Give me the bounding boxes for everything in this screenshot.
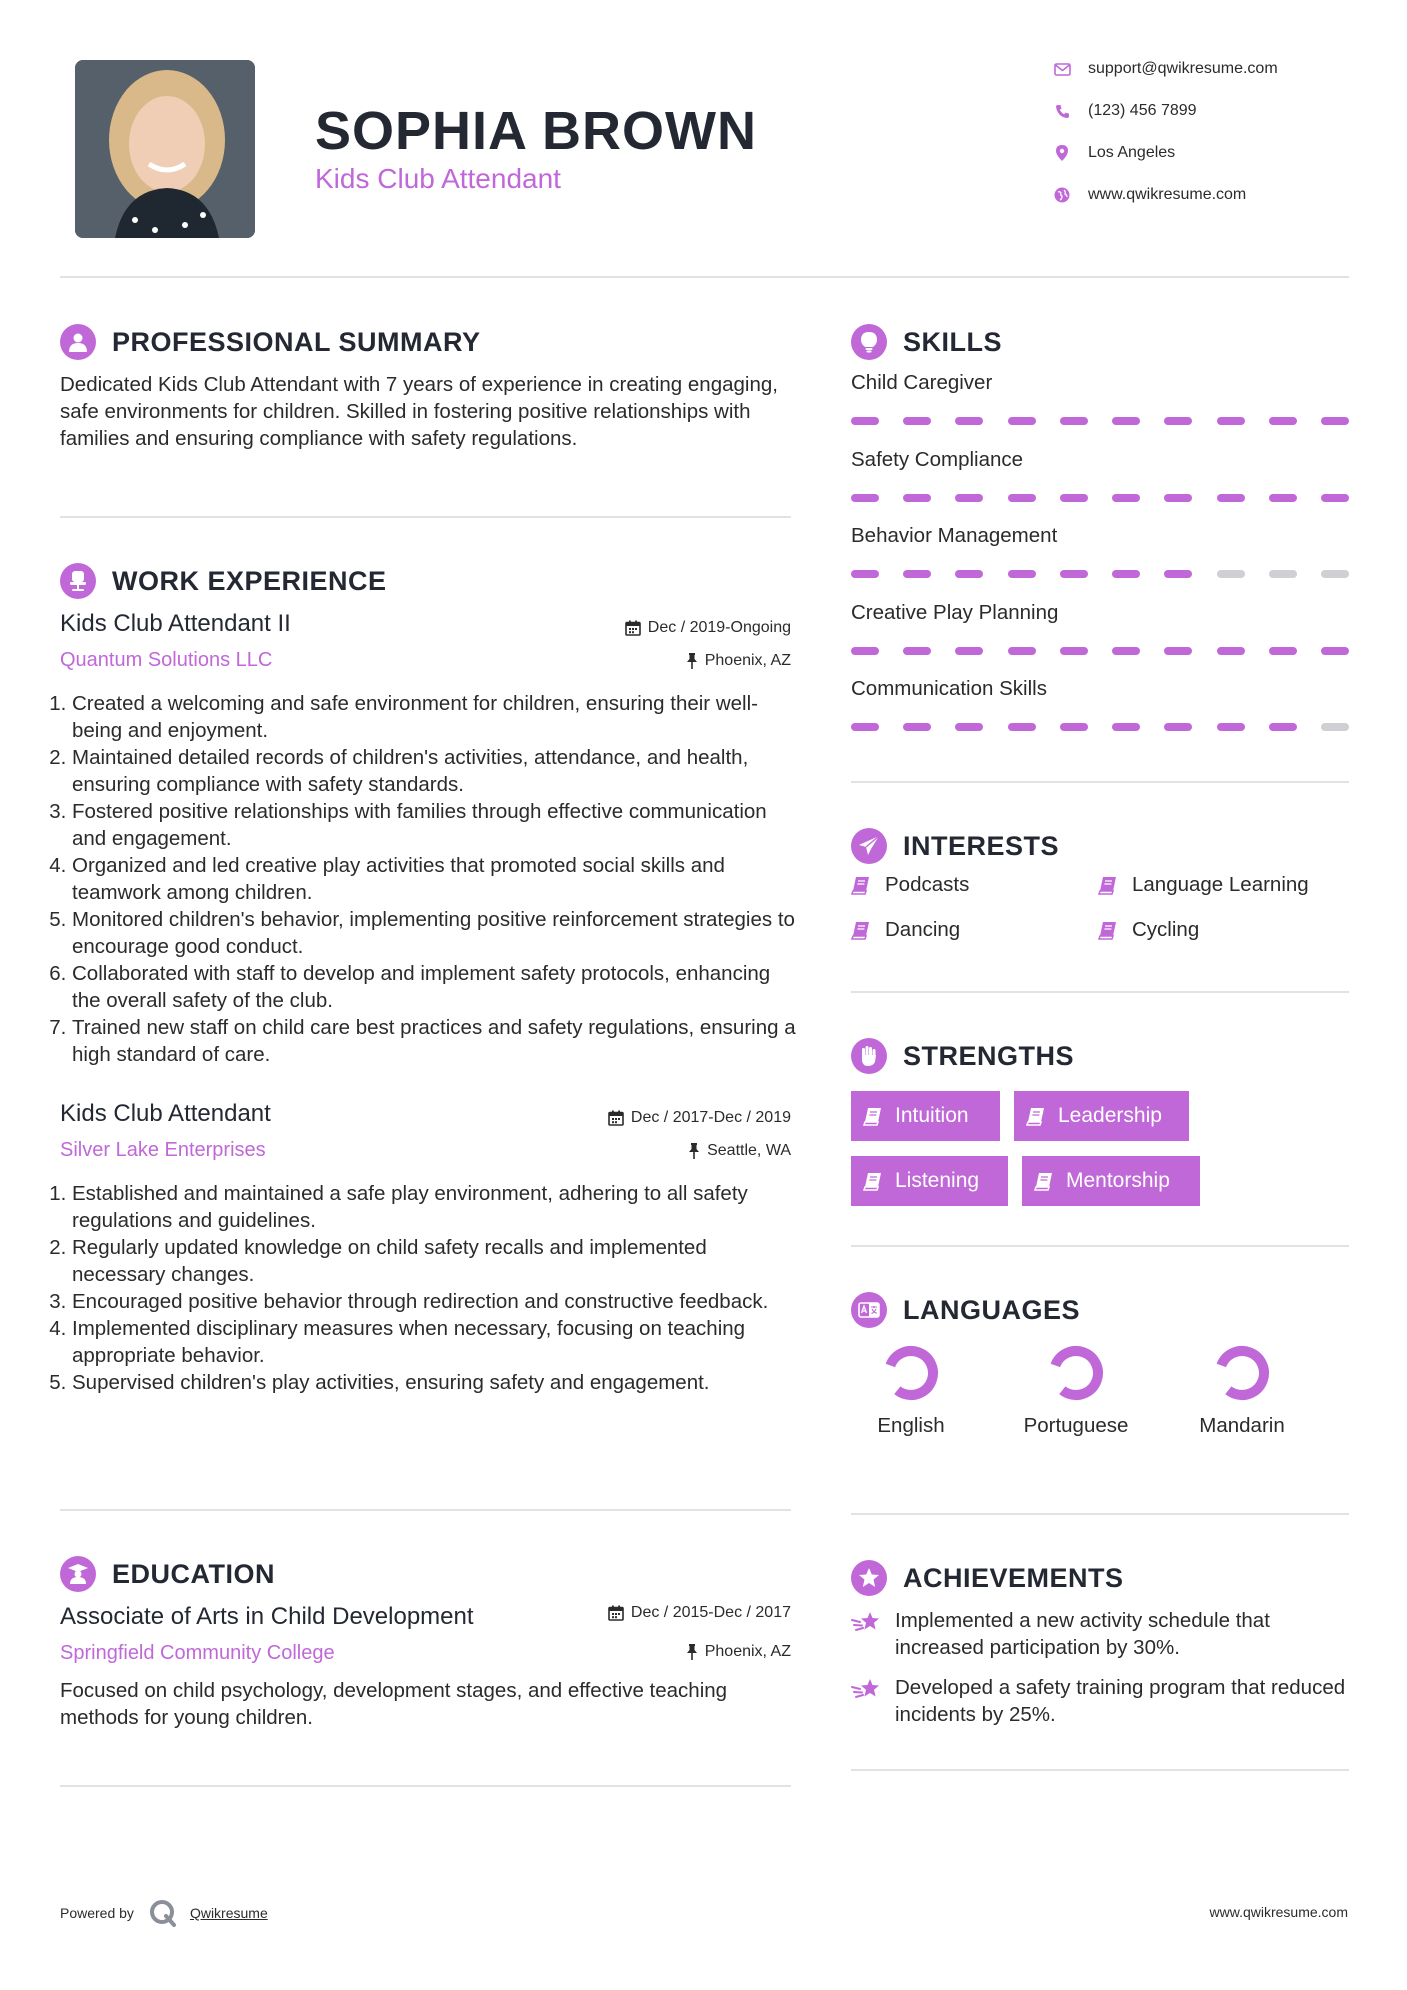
section-title: WORK EXPERIENCE: [112, 565, 387, 596]
summary-text: Dedicated Kids Club Attendant with 7 years of experience in creating engaging, safe environments for children. Skilled in fostering positive relationships with families and ensuring compliance with safety regulations.: [60, 373, 778, 450]
skill-name: Communication Skills: [851, 677, 1047, 700]
achievement-text: Implemented a new activity schedule that increased participation by 30%.: [895, 1609, 1270, 1659]
skill-dot: [1269, 570, 1297, 578]
list-item: 3. Fostered positive relationships with families through effective communication and engagement.: [72, 798, 799, 852]
calendar-icon: [625, 620, 641, 636]
divider: [851, 1513, 1349, 1515]
strength-chip: [851, 1091, 1000, 1141]
chair-icon: [60, 563, 96, 599]
language-item: [1001, 1344, 1151, 1439]
language-name: English: [877, 1414, 945, 1437]
skill-dot: [1008, 570, 1036, 578]
skill-dot: [1112, 647, 1140, 655]
calendar-icon: [608, 1110, 624, 1126]
skill-dot: [1008, 417, 1036, 425]
strength-label: Intuition: [895, 1104, 969, 1127]
strength-label: Listening: [895, 1169, 980, 1192]
interest-label: Language Learning: [1132, 873, 1309, 896]
skill-dot: [1269, 494, 1297, 502]
list-item: 2. Regularly updated knowledge on child safety recalls and implemented necessary changes.: [72, 1234, 799, 1288]
contact-location: [1050, 141, 1350, 165]
job-date: [480, 619, 791, 637]
pushpin-icon: [686, 1644, 698, 1660]
section-header-education: [60, 1556, 275, 1592]
strength-chip: [1022, 1156, 1200, 1206]
skill-dot: [1164, 570, 1192, 578]
section-title: EDUCATION: [112, 1558, 275, 1589]
skill-dot: [903, 647, 931, 655]
calendar-icon: [608, 1605, 624, 1621]
brand-link[interactable]: Qwikresume: [189, 1905, 268, 1921]
book-icon: [1026, 1106, 1046, 1126]
skill-dot: [851, 494, 879, 502]
footer-website[interactable]: www.qwikresume.com: [1209, 1904, 1348, 1920]
language-ring: [1213, 1344, 1271, 1402]
list-item: 5. Supervised children's play activities, ensuring safety and engagement.: [72, 1369, 799, 1396]
profile-photo: [75, 60, 255, 238]
skill-dot: [1060, 647, 1088, 655]
divider: [60, 1509, 791, 1511]
email-text: support@qwikresume.com: [1088, 60, 1278, 77]
skill-dot: [1112, 494, 1140, 502]
section-header-achievements: [851, 1560, 1124, 1596]
language-ring: [882, 1344, 940, 1402]
section-header-experience: [60, 563, 387, 599]
skill-dot: [955, 723, 983, 731]
skill-dot: [1164, 723, 1192, 731]
skill-dot: [955, 647, 983, 655]
section-header-skills: [851, 324, 1002, 360]
book-icon: [1034, 1171, 1054, 1191]
paper-plane-icon: [851, 828, 887, 864]
qwikresume-logo-icon: [148, 1898, 178, 1928]
skill-dot: [1269, 723, 1297, 731]
section-title: SKILLS: [903, 326, 1003, 357]
section-header-interests: [851, 828, 1059, 864]
company-name: Silver Lake Enterprises: [60, 1139, 266, 1161]
strength-chip: [1014, 1091, 1189, 1141]
skill-dot: [1164, 417, 1192, 425]
company-name: Quantum Solutions LLC: [60, 649, 273, 671]
language-name: Mandarin: [1199, 1414, 1285, 1437]
skill-dot: [1008, 494, 1036, 502]
list-item: 6. Collaborated with staff to develop and implement safety protocols, enhancing the overall safety of the club.: [72, 960, 799, 1014]
book-icon: [851, 875, 871, 895]
divider: [60, 516, 791, 518]
skill-dot: [1321, 417, 1349, 425]
skill-dot: [1008, 723, 1036, 731]
skill-dot: [1321, 494, 1349, 502]
book-icon: [863, 1171, 883, 1191]
divider: [851, 991, 1349, 993]
skill-dot: [1321, 647, 1349, 655]
divider: [60, 1785, 791, 1787]
list-item: 4. Organized and led creative play activities that promoted social skills and teamwork among children.: [72, 852, 799, 906]
list-item: 1. Established and maintained a safe play environment, adhering to all safety regulations and guidelines.: [72, 1180, 799, 1234]
location-text: Seattle, WA: [707, 1142, 791, 1159]
achievement-text: Developed a safety training program that reduced incidents by 25%.: [895, 1676, 1346, 1726]
date-text: Dec / 2019-Ongoing: [647, 619, 791, 636]
job-location: [480, 652, 791, 670]
shooting-star-icon: [851, 1677, 883, 1701]
strength-label: Mentorship: [1066, 1169, 1170, 1192]
skill-dot: [1269, 647, 1297, 655]
skill-rating: [851, 570, 1349, 578]
skill-dot: [1217, 647, 1245, 655]
skill-dot: [1008, 647, 1036, 655]
language-name: Portuguese: [1023, 1414, 1129, 1437]
list-item: 7. Trained new staff on child care best practices and safety regulations, ensuring a high standard of care.: [72, 1014, 799, 1068]
skill-dot: [955, 570, 983, 578]
skill-rating: [851, 417, 1349, 425]
phone-icon: [1050, 104, 1074, 119]
skill-dot: [1321, 723, 1349, 731]
list-item: 2. Maintained detailed records of children's activities, attendance, and health, ensuring compliance with safety standards.: [72, 744, 799, 798]
skill-dot: [851, 723, 879, 731]
date-text: Dec / 2015-Dec / 2017: [630, 1604, 791, 1621]
education-location: [480, 1643, 791, 1661]
skill-dot: [1164, 647, 1192, 655]
skill-dot: [1321, 570, 1349, 578]
language-item: [836, 1344, 986, 1439]
location-text: Phoenix, AZ: [704, 652, 791, 669]
skill-dot: [1217, 723, 1245, 731]
contact-website[interactable]: [1050, 183, 1350, 207]
skill-dot: [851, 647, 879, 655]
globe-icon: [1050, 187, 1074, 203]
language-ring: [1047, 1344, 1105, 1402]
book-icon: [863, 1106, 883, 1126]
job-title: Kids Club Attendant: [60, 1100, 271, 1127]
skill-dot: [1164, 494, 1192, 502]
phone-text: (123) 456 7899: [1088, 102, 1197, 119]
map-pin-icon: [1050, 145, 1074, 161]
degree-title: Associate of Arts in Child Development: [60, 1603, 474, 1630]
skill-dot: [903, 570, 931, 578]
interest-label: Podcasts: [885, 873, 970, 896]
location-text: Los Angeles: [1088, 144, 1176, 161]
achievement-item: [851, 1674, 1349, 1728]
candidate-title: Kids Club Attendant: [315, 163, 561, 194]
interest-item: [851, 918, 960, 942]
header-divider: [60, 276, 1349, 278]
skill-dot: [1060, 494, 1088, 502]
divider: [851, 1769, 1349, 1771]
skill-dot: [1217, 494, 1245, 502]
job-bullets: [54, 690, 799, 1068]
section-header-strengths: [851, 1038, 1074, 1074]
skill-dot: [1269, 417, 1297, 425]
language-item: [1167, 1344, 1317, 1439]
skill-dot: [1217, 417, 1245, 425]
section-title: STRENGTHS: [903, 1040, 1075, 1071]
section-header-languages: [851, 1292, 1080, 1328]
book-icon: [1098, 875, 1118, 895]
date-text: Dec / 2017-Dec / 2019: [630, 1109, 791, 1126]
skill-dot: [1060, 723, 1088, 731]
list-item: 5. Monitored children's behavior, implementing positive reinforcement strategies to encourage good conduct.: [72, 906, 799, 960]
skill-rating: [851, 647, 1349, 655]
job-title: Kids Club Attendant II: [60, 610, 291, 637]
skill-dot: [1217, 570, 1245, 578]
book-icon: [1098, 920, 1118, 940]
contact-email[interactable]: [1050, 57, 1350, 81]
skill-name: Child Caregiver: [851, 371, 993, 394]
job-bullets: [54, 1180, 799, 1396]
divider: [851, 781, 1349, 783]
skill-dot: [851, 417, 879, 425]
skill-dot: [1060, 417, 1088, 425]
website-text: www.qwikresume.com: [1088, 186, 1247, 203]
book-icon: [851, 920, 871, 940]
interest-item: [851, 873, 969, 897]
interest-label: Dancing: [885, 918, 961, 941]
contact-phone[interactable]: [1050, 99, 1350, 123]
pushpin-icon: [686, 653, 698, 669]
skill-dot: [1112, 570, 1140, 578]
skill-name: Behavior Management: [851, 524, 1058, 547]
footer-powered-by: [60, 1898, 268, 1928]
skill-dot: [903, 494, 931, 502]
list-item: 3. Encouraged positive behavior through redirection and constructive feedback.: [72, 1288, 799, 1315]
location-text: Phoenix, AZ: [704, 1643, 791, 1660]
interest-item: [1098, 918, 1199, 942]
skill-dot: [955, 494, 983, 502]
interest-label: Cycling: [1132, 918, 1200, 941]
section-title: PROFESSIONAL SUMMARY: [112, 326, 481, 357]
translate-icon: [851, 1292, 887, 1328]
envelope-icon: [1050, 63, 1074, 76]
education-text: Focused on child psychology, development stages, and effective teaching methods for young children.: [60, 1679, 728, 1729]
user-icon: [60, 324, 96, 360]
job-date: [480, 1109, 791, 1127]
list-item: 4. Implemented disciplinary measures when necessary, focusing on teaching appropriate behavior.: [72, 1315, 799, 1369]
school-name: Springfield Community College: [60, 1642, 335, 1664]
pushpin-icon: [688, 1143, 700, 1159]
skill-name: Creative Play Planning: [851, 600, 1059, 624]
fist-icon: [851, 1038, 887, 1074]
section-title: ACHIEVEMENTS: [903, 1562, 1124, 1593]
skill-dot: [1112, 417, 1140, 425]
achievement-item: [851, 1607, 1349, 1661]
skill-dot: [851, 570, 879, 578]
section-title: LANGUAGES: [903, 1294, 1081, 1325]
shooting-star-icon: [851, 1610, 883, 1634]
candidate-name: SOPHIA BROWN: [315, 101, 757, 161]
job-location: [480, 1142, 791, 1160]
star-badge-icon: [851, 1560, 887, 1596]
skill-rating: [851, 494, 1349, 502]
divider: [851, 1245, 1349, 1247]
skill-dot: [1112, 723, 1140, 731]
strength-chip: [851, 1156, 1008, 1206]
education-date: [480, 1604, 791, 1622]
skill-rating: [851, 723, 1349, 731]
lightbulb-icon: [851, 324, 887, 360]
skill-dot: [903, 417, 931, 425]
skill-name: Safety Compliance: [851, 447, 1024, 471]
skill-dot: [903, 723, 931, 731]
graduate-icon: [60, 1556, 96, 1592]
section-header-summary: [60, 324, 481, 360]
powered-by-text: Powered by: [60, 1905, 134, 1921]
interest-item: [1098, 873, 1309, 897]
skill-dot: [955, 417, 983, 425]
skill-dot: [1060, 570, 1088, 578]
strength-label: Leadership: [1058, 1104, 1162, 1127]
list-item: 1. Created a welcoming and safe environment for children, ensuring their well-being and enjoyment.: [72, 690, 799, 744]
section-title: INTERESTS: [903, 830, 1060, 861]
